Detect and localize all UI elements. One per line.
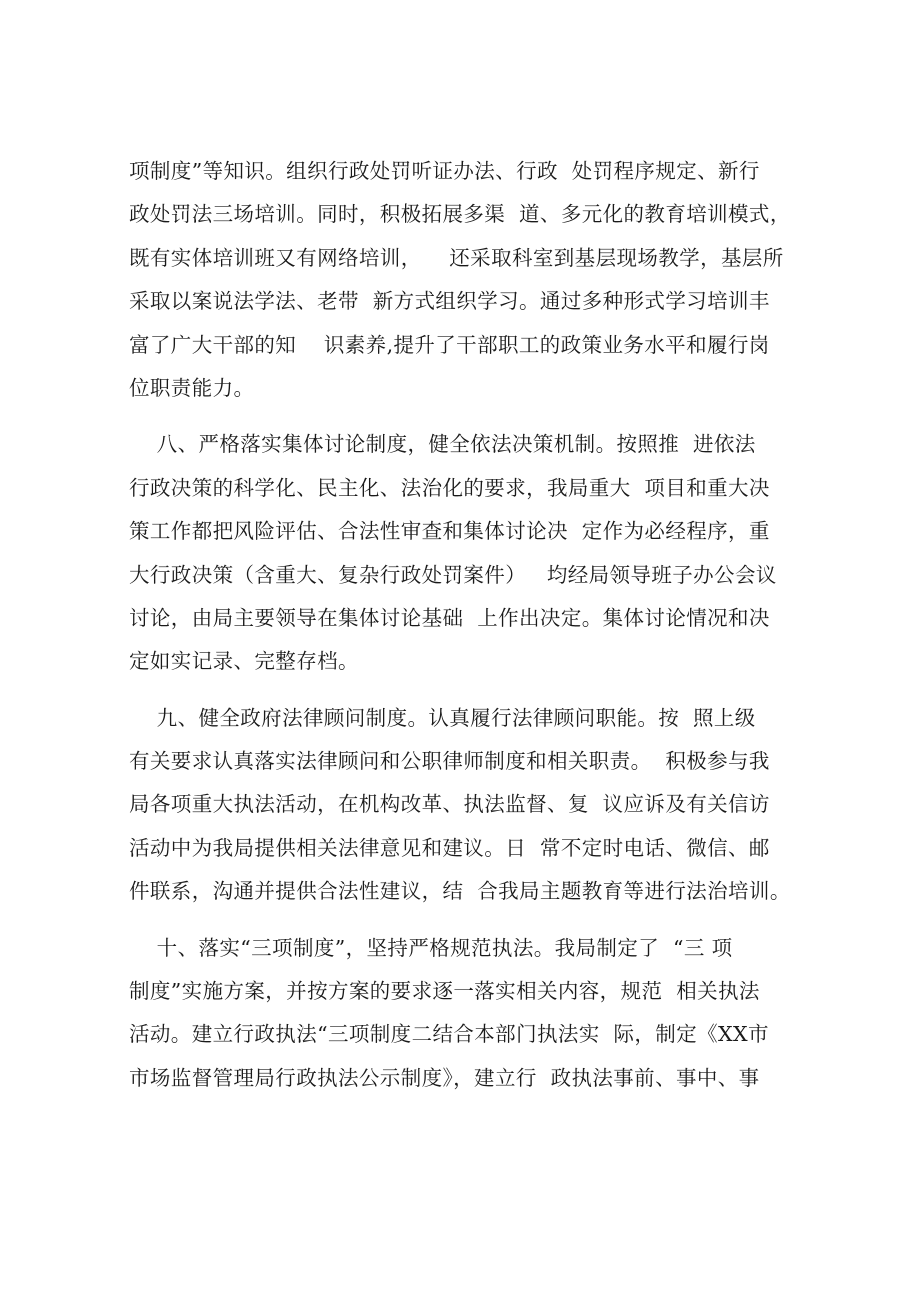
text-line: 局各项重大执法活动，在机构改革、执法监督、复 议应诉及有关信访 [129,792,770,817]
text-line: 讨论，由局主要领导在集体讨论基础 上作出决定。集体讨论情况和决 [129,605,770,630]
text-line: 活动中为我局提供相关法律意见和建议。日 常不定时电话、微信、邮 [129,835,770,860]
text-line: 定如实记录、完整存档。 [129,649,359,674]
body-text [129,150,809,1100]
text-line: 九、健全政府法律顾问制度。认真履行法律顾问职能。按 照上级 [129,705,756,730]
paragraph-gap [129,914,809,927]
text-line: 采取以案说法学法、老带 新方式组织学习。通过多种形式学习培训丰 [129,289,770,314]
text-line: 十、落实“三项制度”，坚持严格规范执法。我局制定了 “三 项 [129,935,733,960]
paragraph-10 [129,927,809,1101]
paragraph-gap [129,684,809,697]
text-line: 件联系，沟通并提供合法性建议，结 合我局主题教育等进行法治培训。 [129,879,791,904]
paragraph-9 [129,697,809,914]
text-line: 活动。建立行政执法“三项制度二结合本部门执法实 际，制定《XX市 [129,1022,769,1047]
text-line: 行政决策的科学化、民主化、法治化的要求，我局重大 项目和重大决 [129,475,770,500]
paragraph-gap [129,410,809,423]
text-line: 政处罚法三场培训。同时，积极拓展多渠 道、多元化的教育培训模式， [129,202,791,227]
text-line: 大行政决策（含重大、复杂行政处罚案件） 均经局领导班子办公会议 [129,562,777,587]
text-line: 位职责能力。 [129,375,255,400]
text-line: 既有实体培训班又有网络培训， 还采取科室到基层现场教学，基层所 [129,245,784,270]
text-line: 项制度”等知识。组织行政处罚听证办法、行政 处罚程序规定、新行 [129,159,760,183]
paragraph-8 [129,423,809,683]
text-line: 制度”实施方案，并按方案的要求逐一落实相关内容，规范 相关执法 [129,979,760,1004]
text-line: 有关要求认真落实法律顾问和公职律师制度和相关职责。 积极参与我 [129,749,770,774]
text-line: 富了广大干部的知 识素养,提升了干部职工的政策业务水平和履行岗 [129,332,770,357]
text-line: 八、严格落实集体讨论制度，健全依法决策机制。按照推 进依法 [129,432,756,457]
text-line: 市场监督管理局行政执法公示制度》，建立行 政执法事前、事中、事 [129,1065,760,1090]
paragraph-7-continued [129,150,809,410]
text-line: 策工作都把风险评估、合法性审查和集体讨论决 定作为必经程序，重 [129,519,770,544]
